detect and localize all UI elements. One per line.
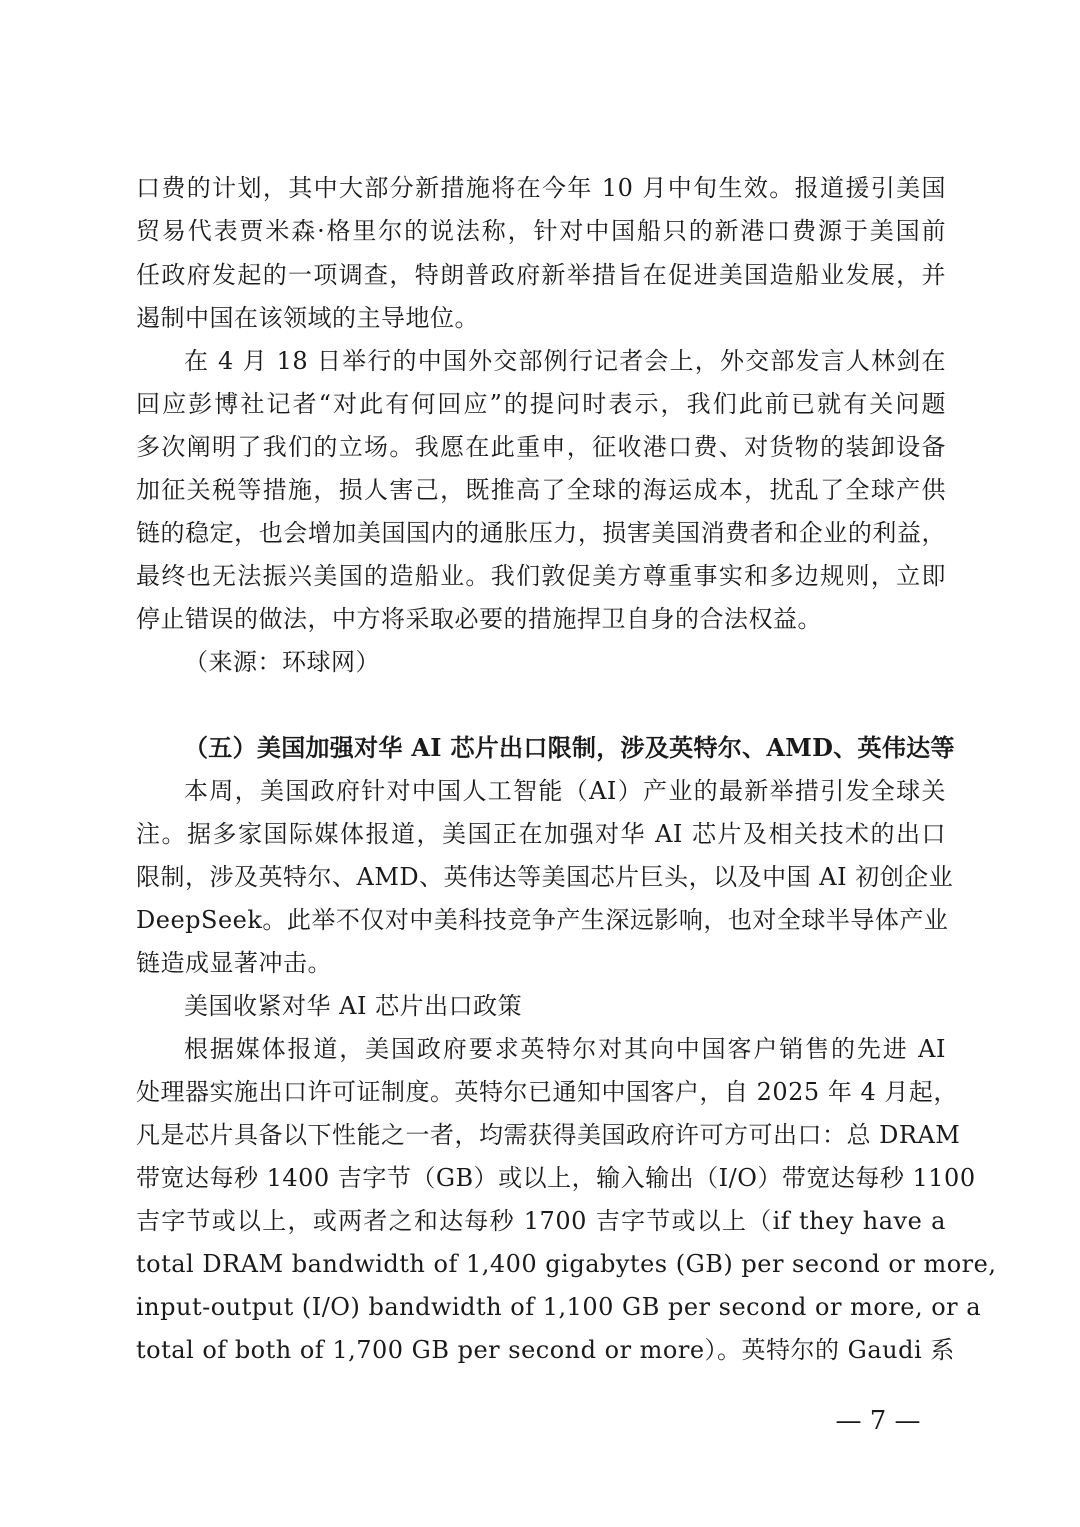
paragraph-3-line-3: 限制，涉及英特尔、AMD、英伟达等美国芯片巨头，以及中国 AI 初创企业: [136, 863, 954, 891]
paragraph-2-line-5: 链的稳定，也会增加美国国内的通胀压力，损害美国消费者和企业的利益，: [136, 519, 946, 547]
paragraph-2-line-6: 最终也无法振兴美国的造船业。我们敦促美方尊重事实和多边规则，立即: [136, 562, 946, 590]
paragraph-1-line-2: 贸易代表贾米森·格里尔的说法称，针对中国船只的新港口费源于美国前: [136, 217, 946, 245]
paragraph-4-line-2: 处理器实施出口许可证制度。英特尔已通知中国客户，自 2025 年 4 月起，: [136, 1078, 958, 1106]
paragraph-1-line-4: 遏制中国在该领域的主导地位。: [136, 304, 479, 332]
paragraph-4-line-3: 凡是芯片具备以下性能之一者，均需获得美国政府许可方可出口：总 DRAM: [136, 1121, 961, 1149]
paragraph-2-line-3: 多次阐明了我们的立场。我愿在此重申，征收港口费、对货物的装卸设备: [136, 433, 946, 461]
paragraph-3-line-1: 本周，美国政府针对中国人工智能（AI）产业的最新举措引发全球关: [184, 777, 946, 805]
section-heading: （五）美国加强对华 AI 芯片出口限制，涉及英特尔、AMD、英伟达等: [184, 733, 955, 762]
paragraph-2-line-4: 加征关税等措施，损人害己，既推高了全球的海运成本，扰乱了全球产供: [136, 476, 946, 504]
subheading: 美国收紧对华 AI 芯片出口政策: [184, 992, 523, 1020]
paragraph-3-line-5: 链造成显著冲击。: [136, 949, 332, 977]
page-number: — 7 —: [835, 1406, 921, 1436]
paragraph-4-line-4: 带宽达每秒 1400 吉字节（GB）或以上，输入输出（I/O）带宽达每秒 1100: [136, 1164, 976, 1192]
paragraph-4-line-8: total of both of 1,700 GB per second or more）。英特尔的 Gaudi 系: [136, 1336, 955, 1364]
paragraph-4-line-6: total DRAM bandwidth of 1,400 gigabytes (GB) per second or more,: [136, 1250, 997, 1278]
paragraph-2-line-1: 在 4 月 18 日举行的中国外交部例行记者会上，外交部发言人林剑在: [184, 347, 946, 375]
paragraph-1-line-1: 口费的计划，其中大部分新措施将在今年 10 月中旬生效。报道援引美国: [136, 174, 946, 202]
paragraph-3-line-4: DeepSeek。此举不仅对中美科技竞争产生深远影响，也对全球半导体产业: [136, 906, 949, 934]
paragraph-4-line-7: input-output (I/O) bandwidth of 1,100 GB per second or more, or a: [136, 1293, 982, 1321]
paragraph-2-line-2: 回应彭博社记者“对此有何回应”的提问时表示，我们此前已就有关问题: [136, 390, 946, 418]
paragraph-3-line-2: 注。据多家国际媒体报道，美国正在加强对华 AI 芯片及相关技术的出口: [136, 820, 946, 848]
paragraph-1-line-3: 任政府发起的一项调查，特朗普政府新举措旨在促进美国造船业发展，并: [136, 261, 946, 289]
paragraph-2-line-7: 停止错误的做法，中方将采取必要的措施捍卫自身的合法权益。: [136, 605, 822, 633]
paragraph-4-line-5: 吉字节或以上，或两者之和达每秒 1700 吉字节或以上（if they have a: [136, 1207, 946, 1235]
source-note: （来源：环球网）: [184, 648, 380, 676]
paragraph-4-line-1: 根据媒体报道，美国政府要求英特尔对其向中国客户销售的先进 AI: [184, 1035, 946, 1063]
